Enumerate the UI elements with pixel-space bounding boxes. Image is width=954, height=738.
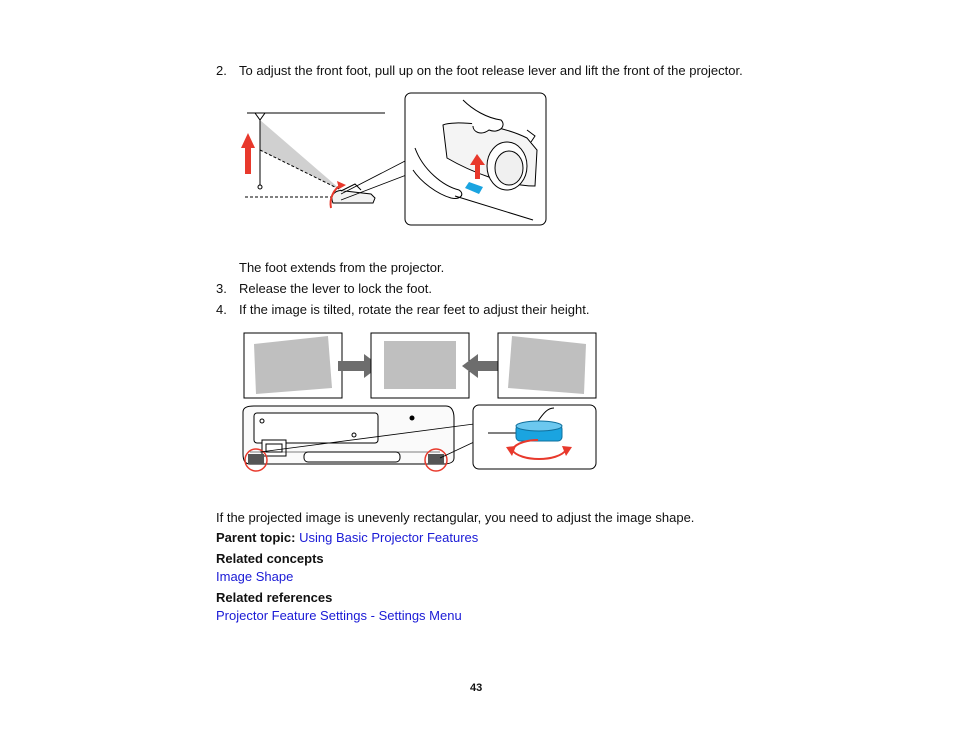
step-2-text: To adjust the front foot, pull up on the foot release lever and lift the front of the projector. <box>239 63 743 78</box>
related-concepts-heading: Related concepts <box>216 551 324 566</box>
step-2-number: 2. <box>216 63 227 78</box>
related-references-heading: Related references <box>216 590 333 605</box>
step-4-text: If the image is tilted, rotate the rear feet to adjust their height. <box>239 302 590 317</box>
rear-feet-illustration <box>240 332 600 472</box>
page-number: 43 <box>470 682 483 694</box>
lift-arrow-icon <box>241 133 255 174</box>
parent-topic-label: Parent topic: <box>216 530 296 545</box>
related-concept-link-image-shape[interactable]: Image Shape <box>216 569 294 584</box>
related-reference-link-settings-menu[interactable]: Projector Feature Settings - Settings Menu <box>216 608 462 623</box>
step-4-number: 4. <box>216 302 227 317</box>
parent-topic-link[interactable]: Using Basic Projector Features <box>299 530 479 545</box>
front-foot-illustration <box>237 90 557 230</box>
step-3-number: 3. <box>216 281 227 296</box>
step-3-text: Release the lever to lock the foot. <box>239 281 432 296</box>
rear-foot-dial-inset <box>473 405 596 469</box>
projector-rear-view <box>243 406 474 471</box>
summary-text: If the projected image is unevenly rectangular, you need to adjust the image shape. <box>216 510 695 525</box>
parent-topic <box>216 530 478 545</box>
foot-note: The foot extends from the projector. <box>239 260 445 275</box>
